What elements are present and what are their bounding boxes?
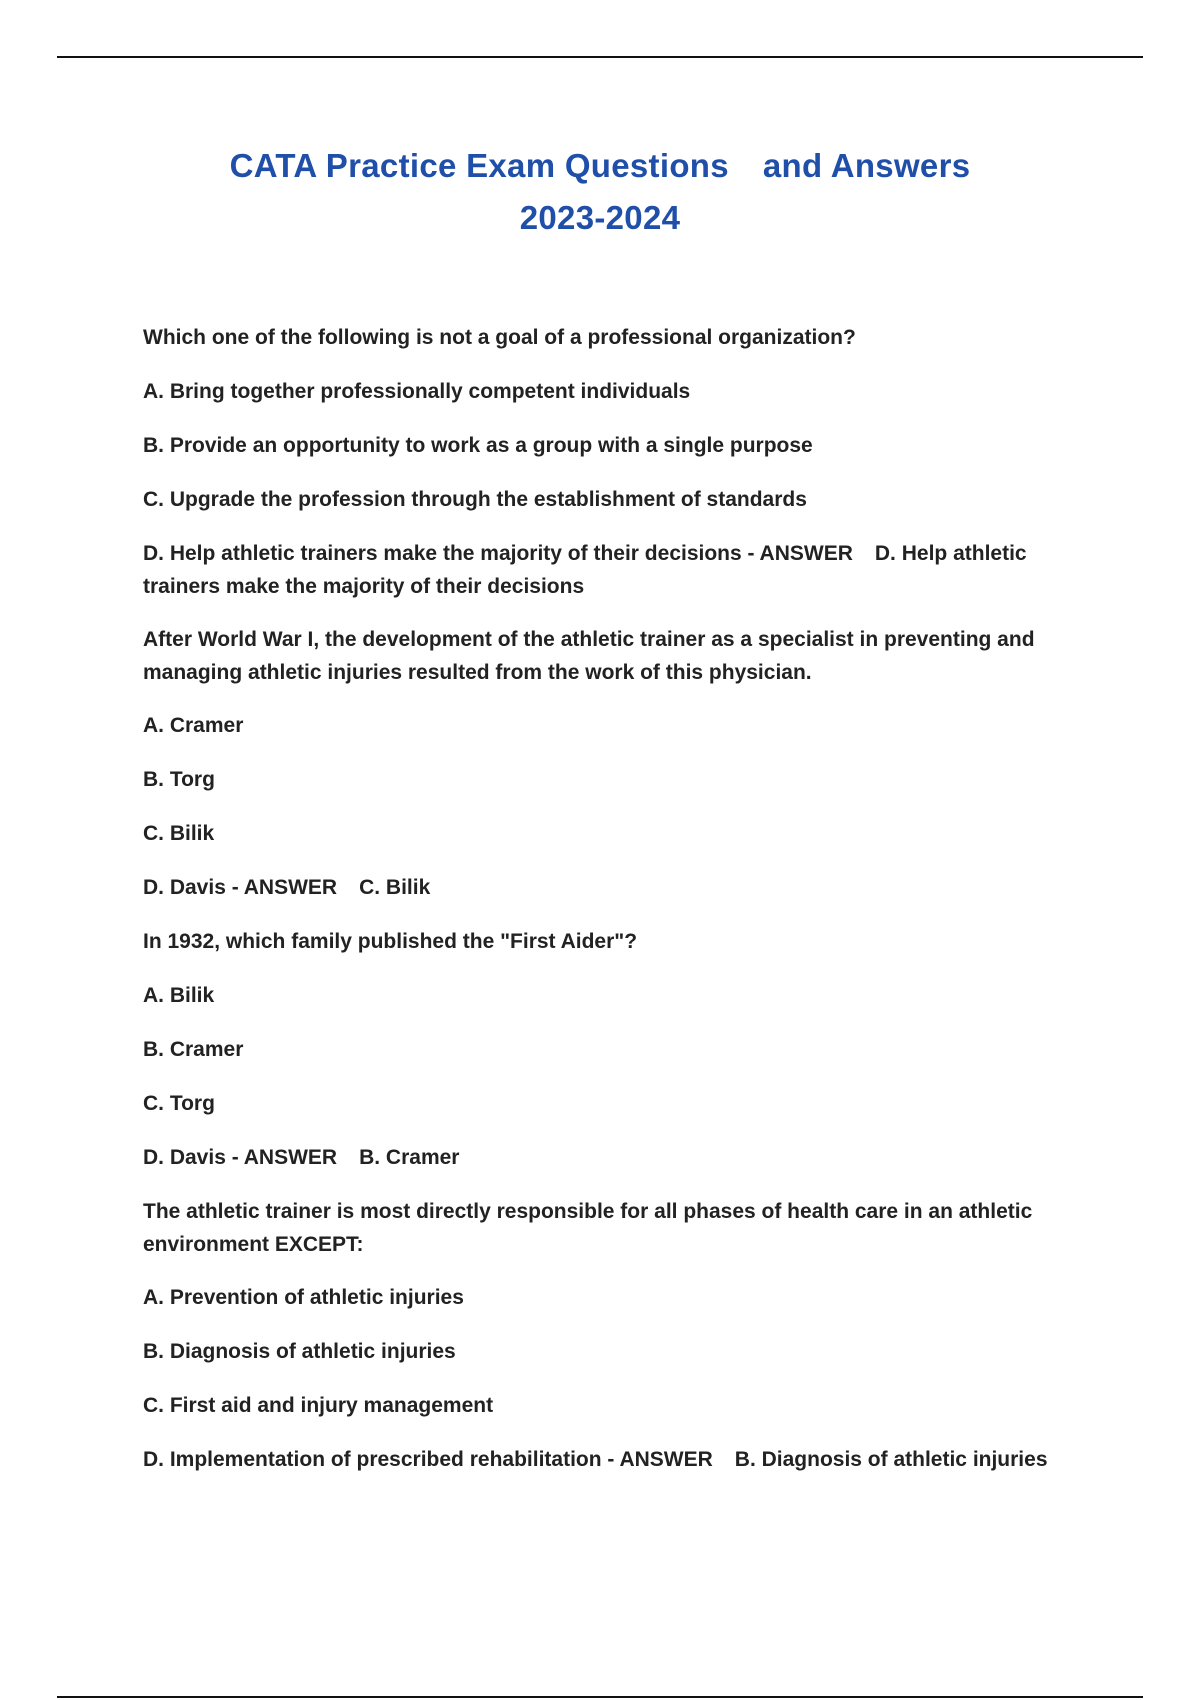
answer-option: C. First aid and injury management [143, 1394, 494, 1417]
answer-option: C. Bilik [143, 822, 215, 845]
correct-answer: B. Diagnosis of athletic injuries [734, 1448, 1048, 1471]
correct-answer: B. Cramer [359, 1146, 460, 1169]
answer-option: B. Provide an opportunity to work as a group with a single purpose [143, 434, 813, 457]
answer-option: B. Torg [143, 768, 215, 791]
answer-option: C. Upgrade the profession through the establishment of standards [143, 488, 807, 511]
question-list [143, 321, 1083, 1497]
title-part-a: CATA Practice Exam Questions [229, 147, 729, 184]
answer-option: A. Cramer [143, 714, 244, 737]
answer-line [143, 1443, 1083, 1477]
answer-option: B. Diagnosis of athletic injuries [143, 1340, 456, 1363]
question-text: Which one of the following is not a goal of a professional organization? [143, 326, 856, 349]
answer-line [143, 871, 1083, 905]
correct-answer: C. Bilik [359, 876, 431, 899]
last-option-with-answer-marker: D. Implementation of prescribed rehabilitation - ANSWER [143, 1448, 713, 1471]
title-line-2: 2023-2024 [519, 199, 681, 236]
answer-line [143, 1141, 1083, 1175]
title-part-b: and Answers [762, 147, 971, 184]
last-option-with-answer-marker: D. Davis - ANSWER [143, 876, 338, 899]
title-line-1 [0, 140, 1200, 192]
answer-option: B. Cramer [143, 1038, 244, 1061]
question-text: After World War I, the development of the athletic trainer as a specialist in preventing and managing athletic injuries resulted from the work of this physician. [143, 628, 1035, 684]
last-option-with-answer-marker: D. Davis - ANSWER [143, 1146, 338, 1169]
bottom-rule [57, 1696, 1143, 1698]
answer-option: A. Bilik [143, 984, 215, 1007]
correct-answer: D. Help athletic trainers make the majority of their decisions [143, 542, 1027, 598]
answer-option: C. Torg [143, 1092, 215, 1115]
question-text: In 1932, which family published the "First Aider"? [143, 930, 638, 953]
document-title [0, 140, 1200, 244]
top-rule [57, 56, 1143, 58]
answer-line [143, 537, 1083, 603]
question-text: The athletic trainer is most directly responsible for all phases of health care in an athletic environment EXCEPT: [143, 1200, 1033, 1256]
answer-option: A. Bring together professionally competent individuals [143, 380, 691, 403]
answer-option: A. Prevention of athletic injuries [143, 1286, 464, 1309]
last-option-with-answer-marker: D. Help athletic trainers make the majority of their decisions - ANSWER [143, 542, 853, 565]
